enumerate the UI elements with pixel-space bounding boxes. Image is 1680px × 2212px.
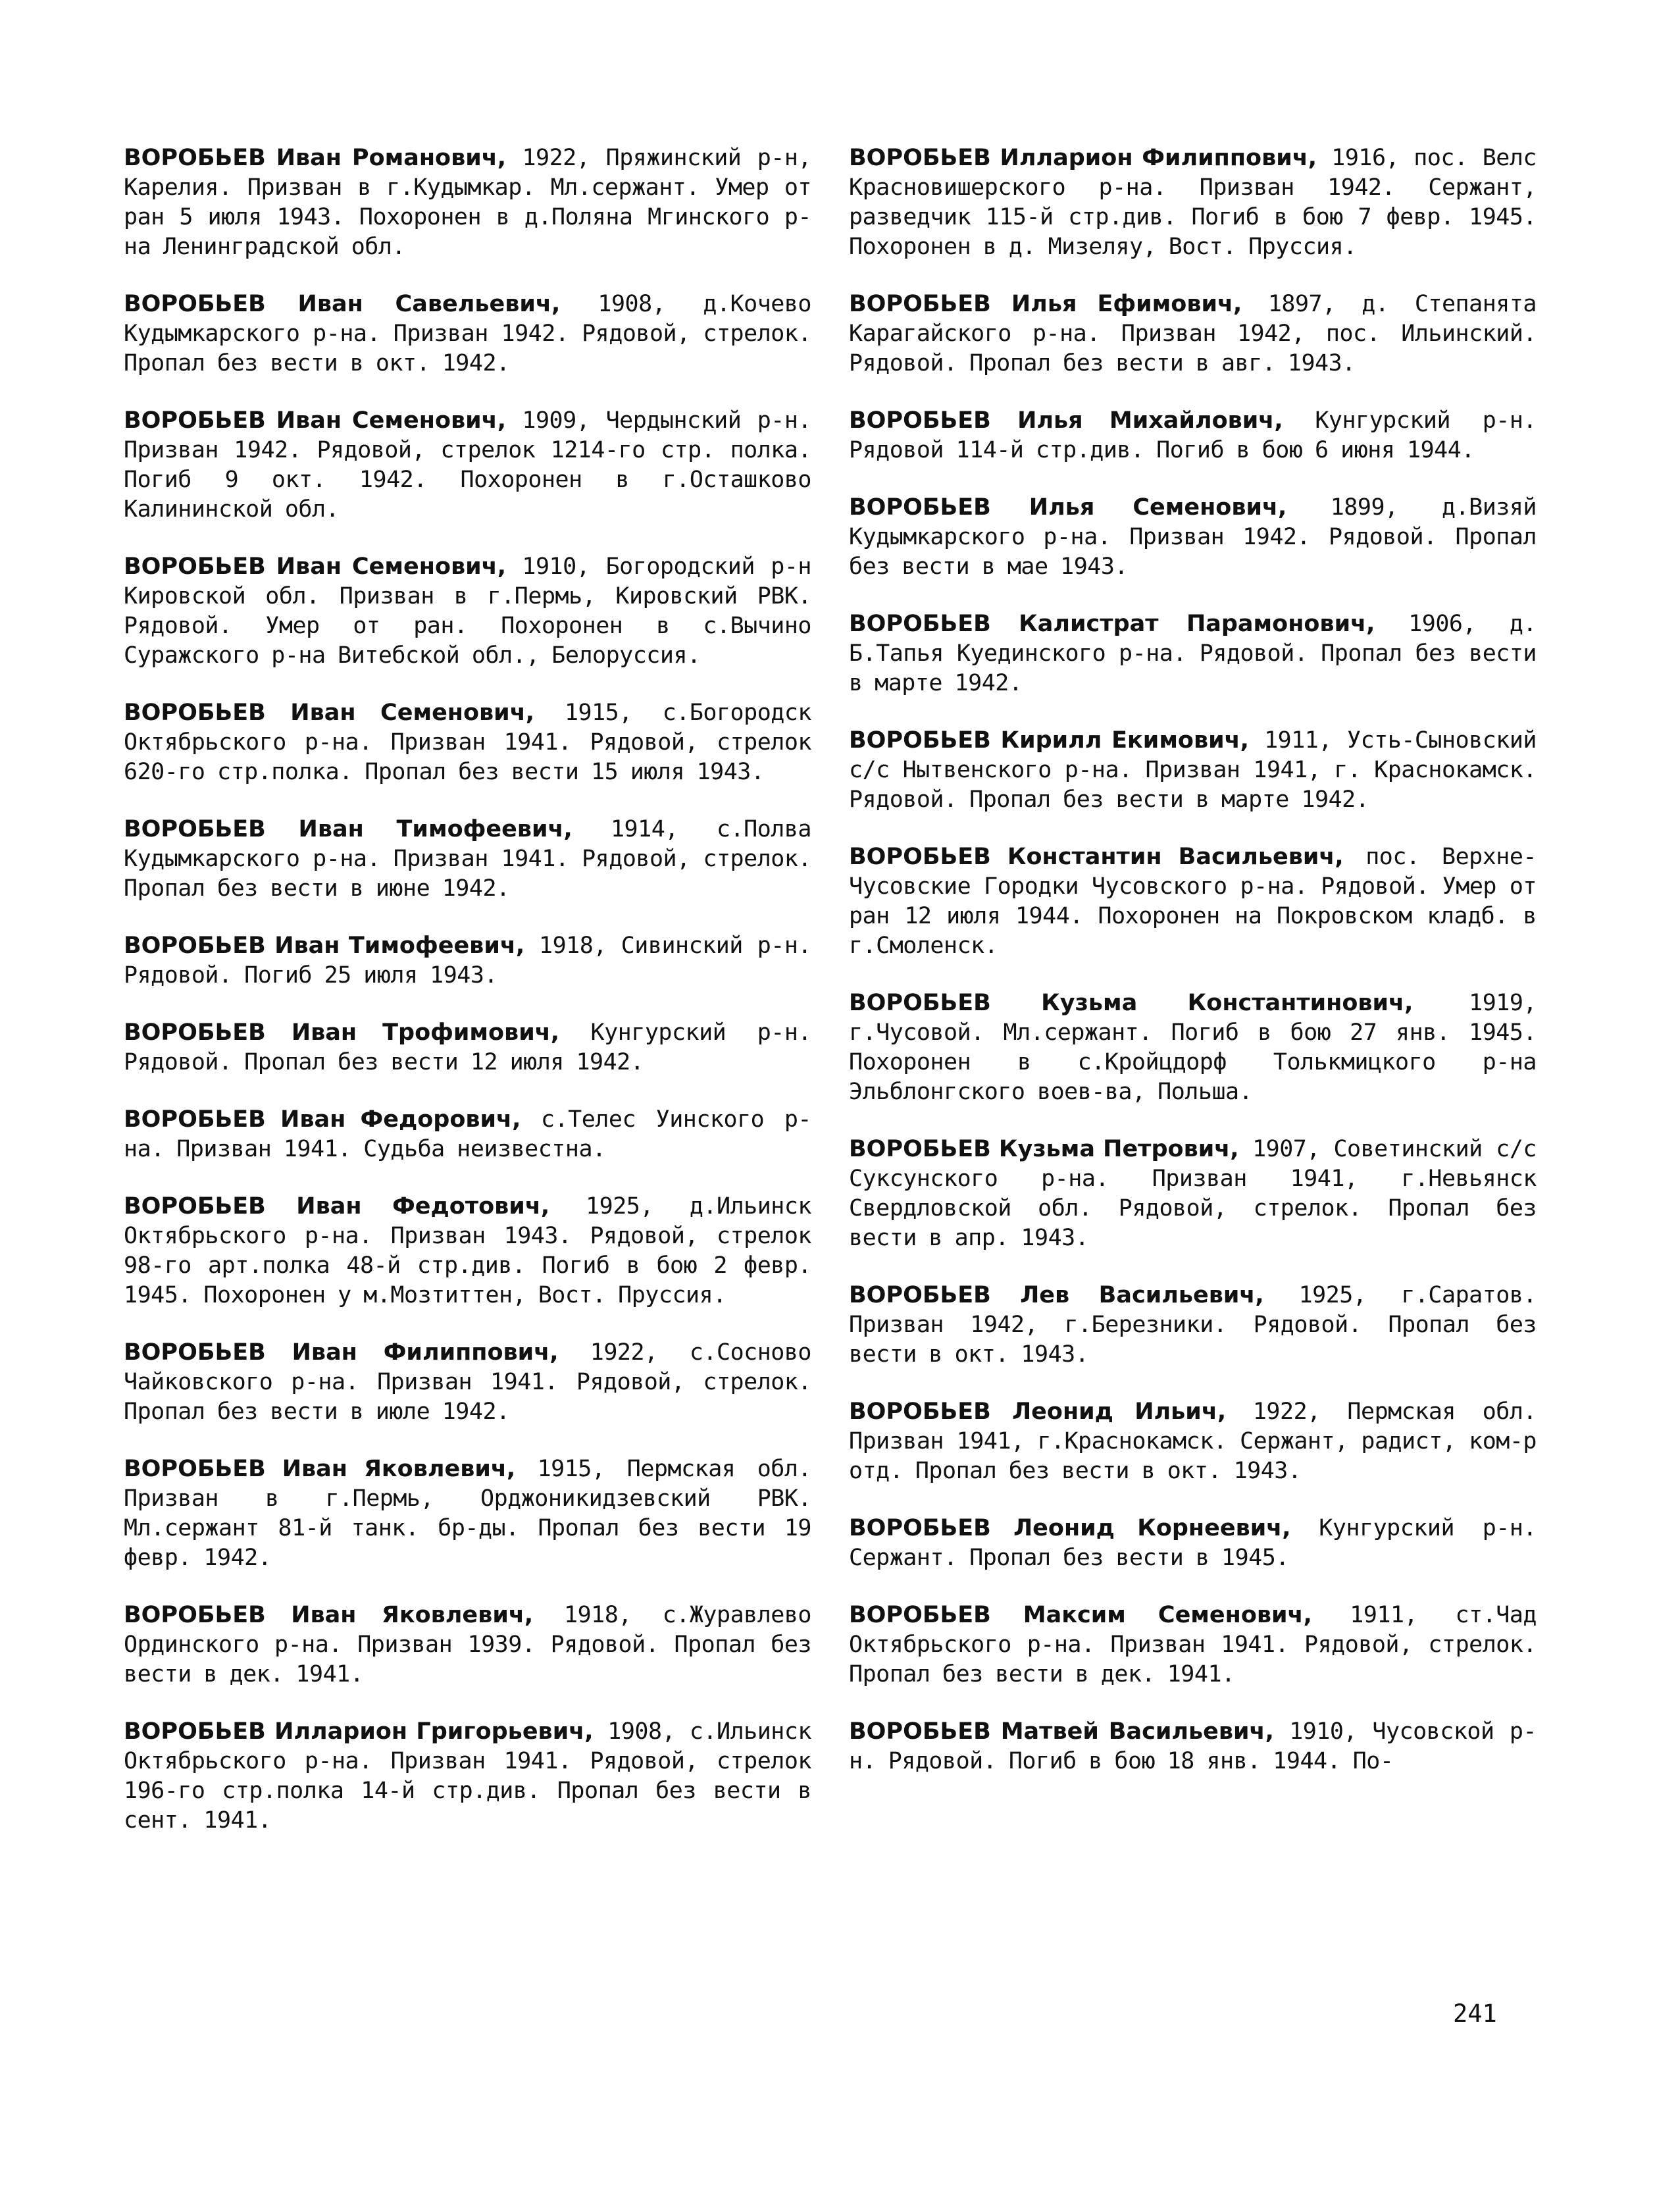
entry-text: 1907, Советинский с/с Суксунского р-на. Призван 1941, г.Невьянск Свердловской обл. Рядовой, стрелок. Пропал без вести в апр. 1943. xyxy=(849,1136,1537,1251)
page-number: 241 xyxy=(1453,1999,1497,2028)
entry-name: ВОРОБЬЕВ Иван Федорович, xyxy=(124,1106,521,1133)
left-column xyxy=(124,143,811,1863)
entry-name: ВОРОБЬЕВ Иван Тимофеевич, xyxy=(124,933,525,959)
entry xyxy=(849,290,1537,378)
entry-name: ВОРОБЬЕВ Иван Федотович, xyxy=(124,1193,550,1220)
entry xyxy=(849,406,1537,465)
entry-name: ВОРОБЬЕВ Матвей Васильевич, xyxy=(849,1718,1274,1745)
entry-text: 1910, Чусовской р-н. Рядовой. Погиб в бою 18 янв. 1944. По- xyxy=(849,1718,1537,1774)
entry-name: ВОРОБЬЕВ Кирилл Екимович, xyxy=(849,727,1249,754)
entry-text: 1922, Пряжинский р-н, Карелия. Призван в г.Кудымкар. Мл.сержант. Умер от ран 5 июля 1943. Похоронен в д.Поляна Мгинского р-на Ленинградской обл. xyxy=(124,145,811,260)
entry-text: 1911, ст.Чад Октябрьского р-на. Призван 1941. Рядовой, стрелок. Пропал без вести в дек. 1941. xyxy=(849,1602,1537,1687)
entry xyxy=(849,1135,1537,1253)
entry-name: ВОРОБЬЕВ Илья Ефимович, xyxy=(849,291,1242,317)
entry-name: ВОРОБЬЕВ Илларион Филиппович, xyxy=(849,145,1317,171)
entry-name: ВОРОБЬЕВ Иван Семенович, xyxy=(124,553,506,580)
entry xyxy=(849,493,1537,582)
entry-text: 1909, Чердынский р-н. Призван 1942. Рядовой, стрелок 1214-го стр. полка. Погиб 9 окт. 1942. Похоронен в г.Осташково Калининской обл. xyxy=(124,407,811,523)
entry-name: ВОРОБЬЕВ Илья Михайлович, xyxy=(849,407,1283,434)
entry-text: 1910, Богородский р-н Кировской обл. Призван в г.Пермь, Кировский РВК. Рядовой. Умер от ран. Похоронен в с.Вычино Суражского р-на Витебской обл., Белоруссия. xyxy=(124,553,811,669)
entry-text: 1915, с.Богородск Октябрьского р-на. Призван 1941. Рядовой, стрелок 620-го стр.полка. Пропал без вести 15 июля 1943. xyxy=(124,700,811,785)
entry xyxy=(849,1717,1537,1776)
entry-name: ВОРОБЬЕВ Иван Савельевич, xyxy=(124,291,561,317)
entry xyxy=(124,1601,811,1689)
entry-name: ВОРОБЬЕВ Кузьма Константинович, xyxy=(849,990,1413,1016)
entry-name: ВОРОБЬЕВ Иван Романович, xyxy=(124,145,507,171)
entry xyxy=(124,552,811,671)
entry-name: ВОРОБЬЕВ Иван Яковлевич, xyxy=(124,1602,534,1628)
entry xyxy=(124,1105,811,1164)
entry-text: Кунгурский р-н. Рядовой 114-й стр.див. Погиб в бою 6 июня 1944. xyxy=(849,407,1537,463)
entry-text: 1911, Усть-Сыновский с/с Нытвенского р-на. Призван 1941, г. Краснокамск. Рядовой. Пропал без вести в марте 1942. xyxy=(849,727,1537,813)
entry-name: ВОРОБЬЕВ Илья Семенович, xyxy=(849,494,1287,521)
entry xyxy=(849,1397,1537,1486)
entry xyxy=(124,290,811,378)
entry-text: 1899, д.Визяй Кудымкарского р-на. Призван 1942. Рядовой. Пропал без вести в мае 1943. xyxy=(849,494,1537,580)
entry-name: ВОРОБЬЕВ Леонид Ильич, xyxy=(849,1399,1227,1425)
entry-name: ВОРОБЬЕВ Иван Семенович, xyxy=(124,407,506,434)
entry-name: ВОРОБЬЕВ Иван Семенович, xyxy=(124,700,535,726)
entry xyxy=(124,1454,811,1573)
entry-text: 1918, с.Журавлево Ординского р-на. Призван 1939. Рядовой. Пропал без вести в дек. 1941. xyxy=(124,1602,811,1687)
entry-text: 1916, пос. Велс Красновишерского р-на. Призван 1942. Сержант, разведчик 115-й стр.див. Погиб в бою 7 февр. 1945. Похоронен в д. Мизеляу, Вост. Пруссия. xyxy=(849,145,1537,260)
entry-text: с.Телес Уинского р-на. Призван 1941. Судьба неизвестна. xyxy=(124,1106,811,1162)
entry-name: ВОРОБЬЕВ Иван Филиппович, xyxy=(124,1339,559,1366)
entry-name: ВОРОБЬЕВ Иван Тимофеевич, xyxy=(124,816,573,842)
entry-name: ВОРОБЬЕВ Лев Васильевич, xyxy=(849,1282,1264,1308)
entry-text: Кунгурский р-н. Сержант. Пропал без вести в 1945. xyxy=(849,1515,1537,1571)
entry xyxy=(124,406,811,525)
entry-text: 1922, с.Сосново Чайковского р-на. Призван 1941. Рядовой, стрелок. Пропал без вести в июле 1942. xyxy=(124,1339,812,1425)
entry-text: Кунгурский р-н. Рядовой. Пропал без вести 12 июля 1942. xyxy=(124,1019,812,1075)
entry xyxy=(124,1717,811,1836)
entry-text: 1915, Пермская обл. Призван в г.Пермь, Орджоникидзевский РВК. Мл.сержант 81-й танк. бр-ды. Пропал без вести 19 февр. 1942. xyxy=(124,1456,811,1571)
entry xyxy=(124,143,811,262)
entry-text: 1897, д. Степанята Карагайского р-на. Призван 1942, пос. Ильинский. Рядовой. Пропал без вести в авг. 1943. xyxy=(849,291,1537,376)
entry-text: 1906, д. Б.Тапья Куединского р-на. Рядовой. Пропал без вести в марте 1942. xyxy=(849,611,1537,696)
entry xyxy=(849,1601,1537,1689)
entry-text: 1908, д.Кочево Кудымкарского р-на. Призван 1942. Рядовой, стрелок. Пропал без вести в окт. 1942. xyxy=(124,291,811,376)
entry xyxy=(849,143,1537,262)
entry-name: ВОРОБЬЕВ Константин Васильевич, xyxy=(849,844,1344,870)
entry xyxy=(849,726,1537,815)
entry-text: пос. Верхне-Чусовские Городки Чусовского р-на. Рядовой. Умер от ран 12 июля 1944. Похоронен на Покровском кладб. в г.Смоленск. xyxy=(849,844,1537,959)
entry xyxy=(124,698,811,787)
entry-name: ВОРОБЬЕВ Калистрат Парамонович, xyxy=(849,611,1375,637)
entry-text: 1925, д.Ильинск Октябрьского р-на. Призван 1943. Рядовой, стрелок 98-го арт.полка 48-й стр.див. Погиб в бою 2 февр. 1945. Похоронен у м.Мозтиттен, Вост. Пруссия. xyxy=(124,1193,811,1308)
entry-text: 1925, г.Саратов. Призван 1942, г.Березники. Рядовой. Пропал без вести в окт. 1943. xyxy=(849,1282,1537,1368)
entry-text: 1914, с.Полва Кудымкарского р-на. Призван 1941. Рядовой, стрелок. Пропал без вести в июне 1942. xyxy=(124,816,812,902)
entry xyxy=(124,931,811,990)
entry xyxy=(849,609,1537,698)
right-column xyxy=(849,143,1537,1804)
entry xyxy=(124,1192,811,1310)
entry xyxy=(124,1338,811,1427)
entry xyxy=(849,1514,1537,1573)
entry-name: ВОРОБЬЕВ Кузьма Петрович, xyxy=(849,1136,1239,1162)
entry-text: 1922, Пермская обл. Призван 1941, г.Краснокамск. Сержант, радист, ком-р отд. Пропал без вести в окт. 1943. xyxy=(849,1399,1537,1484)
entry-name: ВОРОБЬЕВ Иван Трофимович, xyxy=(124,1019,560,1046)
entry-name: ВОРОБЬЕВ Илларион Григорьевич, xyxy=(124,1718,594,1745)
entry-text: 1918, Сивинский р-н. Рядовой. Погиб 25 июля 1943. xyxy=(124,933,812,989)
entry-name: ВОРОБЬЕВ Максим Семенович, xyxy=(849,1602,1312,1628)
entry-text: 1919, г.Чусовой. Мл.сержант. Погиб в бою 27 янв. 1945. Похоронен в с.Кройцдорф Толькмицкого р-на Эльблонгского воев-ва, Польша. xyxy=(849,990,1537,1105)
entry-name: ВОРОБЬЕВ Иван Яковлевич, xyxy=(124,1456,516,1482)
entry xyxy=(849,1281,1537,1370)
entry-text: 1908, с.Ильинск Октябрьского р-на. Призван 1941. Рядовой, стрелок 196-го стр.полка 14-й стр.див. Пропал без вести в сент. 1941. xyxy=(124,1718,812,1834)
entry xyxy=(124,815,811,904)
entry xyxy=(124,1018,811,1077)
entry xyxy=(849,842,1537,961)
entry xyxy=(849,989,1537,1107)
entry-name: ВОРОБЬЕВ Леонид Корнеевич, xyxy=(849,1515,1291,1541)
